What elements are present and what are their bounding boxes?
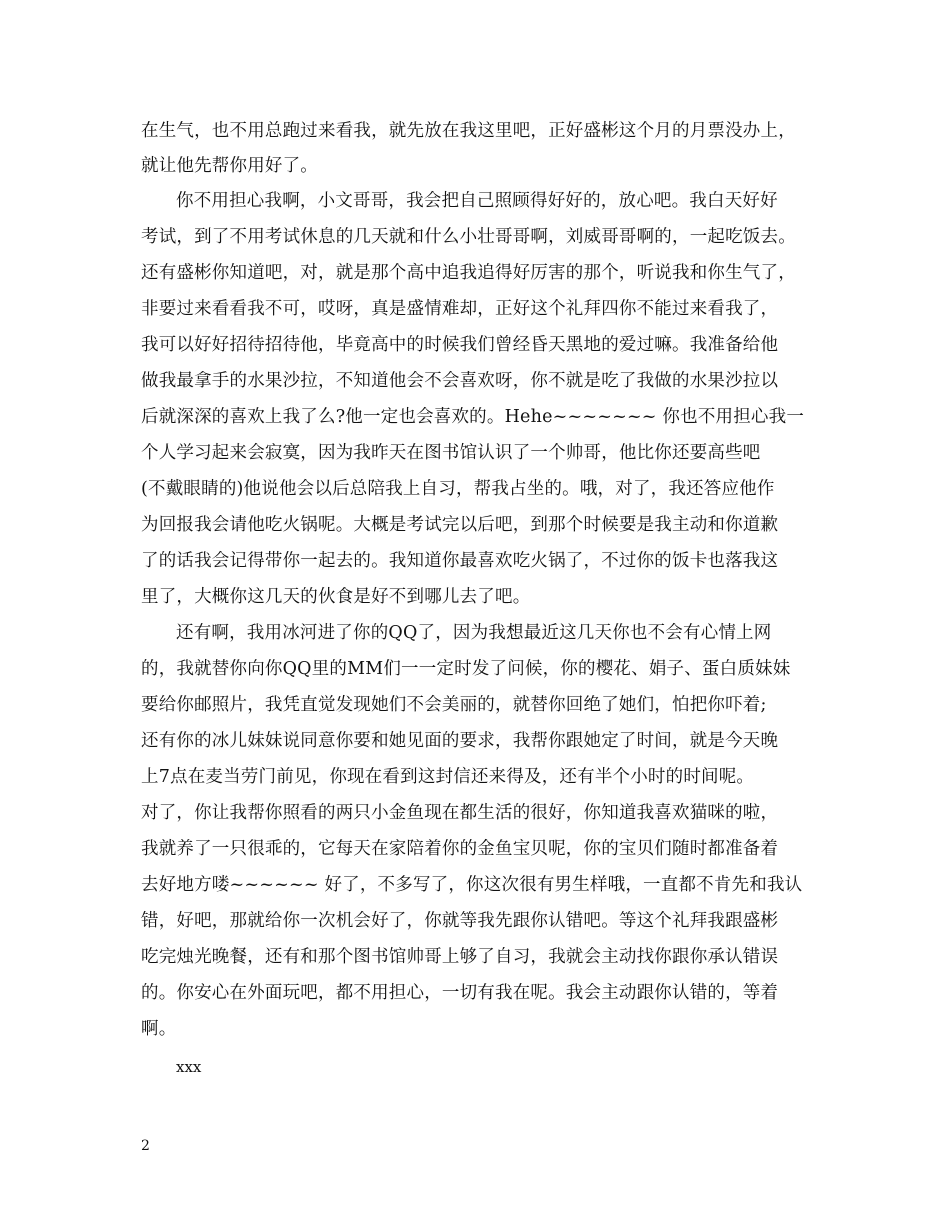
text-line: 吃完烛光晚餐，还有和那个图书馆帅哥上够了自习，我就会主动找你跟你承认错误 xyxy=(141,947,779,967)
text-line: 为回报我会请他吃火锅呢。大概是考试完以后吧，到那个时候要是我主动和你道歉 xyxy=(141,515,779,535)
text-line: 就让他先帮你用好了。 xyxy=(141,156,318,176)
text-line: 考试，到了不用考试休息的几天就和什么小壮哥哥啊，刘威哥哥啊的，一起吃饭去。 xyxy=(141,227,796,247)
paragraph-start-line: 还有啊，我用冰河进了你的QQ了，因为我想最近这几天你也不会有心情上网 xyxy=(176,623,772,643)
text-line: 我可以好好招待招待他，毕竟高中的时候我们曾经昏天黑地的爱过嘛。我准备给他 xyxy=(141,335,779,355)
text-line: 了的话我会记得带你一起去的。我知道你最喜欢吃火锅了，不过你的饭卡也落我这 xyxy=(141,551,779,571)
text-line: 的。你安心在外面玩吧，都不用担心，一切有我在呢。我会主动跟你认错的，等着 xyxy=(141,983,779,1003)
text-line: 上7点在麦当劳门前见，你现在看到这封信还来得及，还有半个小时的时间呢。 xyxy=(141,767,755,787)
text-line: 要给你邮照片，我凭直觉发现她们不会美丽的，就替你回绝了她们，怕把你吓着; xyxy=(141,695,767,715)
text-line: 对了，你让我帮你照看的两只小金鱼现在都生活的很好，你知道我喜欢猫咪的啦， xyxy=(141,803,779,823)
text-line: 的，我就替你向你QQ里的MM们一一定时发了问候，你的樱花、娟子、蛋白质妹妹 xyxy=(141,659,791,679)
text-line: 做我最拿手的水果沙拉，不知道他会不会喜欢呀，你不就是吃了我做的水果沙拉以 xyxy=(141,371,779,391)
text-line: 还有盛彬你知道吧，对，就是那个高中追我追得好厉害的那个，听说我和你生气了， xyxy=(141,263,796,283)
text-line: 后就深深的喜欢上我了么?他一定也会喜欢的。Hehe~~~~~~~ 你也不用担心我一 xyxy=(141,407,805,427)
text-line: 错，好吧，那就给你一次机会好了，你就等我先跟你认错吧。等这个礼拜我跟盛彬 xyxy=(141,911,779,931)
text-line: 非要过来看看我不可，哎呀，真是盛情难却，正好这个礼拜四你不能过来看我了， xyxy=(141,299,779,319)
text-line: 我就养了一只很乖的，它每天在家陪着你的金鱼宝贝呢，你的宝贝们随时都准备着 xyxy=(141,839,779,859)
signature: xxx xyxy=(176,1058,202,1076)
page-number: 2 xyxy=(141,1138,150,1154)
text-line: 还有你的冰儿妹妹说同意你要和她见面的要求，我帮你跟她定了时间，就是今天晚 xyxy=(141,731,779,751)
text-line: (不戴眼睛的)他说他会以后总陪我上自习，帮我占坐的。哦，对了，我还答应他作 xyxy=(141,479,775,499)
paragraph-start-line: 你不用担心我啊，小文哥哥，我会把自己照顾得好好的，放心吧。我白天好好 xyxy=(176,191,778,211)
text-line: 个人学习起来会寂寞，因为我昨天在图书馆认识了一个帅哥，他比你还要高些吧 xyxy=(141,443,761,463)
text-line: 里了，大概你这几天的伙食是好不到哪儿去了吧。 xyxy=(141,587,531,607)
text-line: 去好地方喽~~~~~~ 好了，不多写了，你这次很有男生样哦，一直都不肯先和我认 xyxy=(141,875,803,895)
text-line: 在生气，也不用总跑过来看我，就先放在我这里吧，正好盛彬这个月的月票没办上， xyxy=(141,121,796,141)
text-line: 啊。 xyxy=(141,1019,177,1039)
